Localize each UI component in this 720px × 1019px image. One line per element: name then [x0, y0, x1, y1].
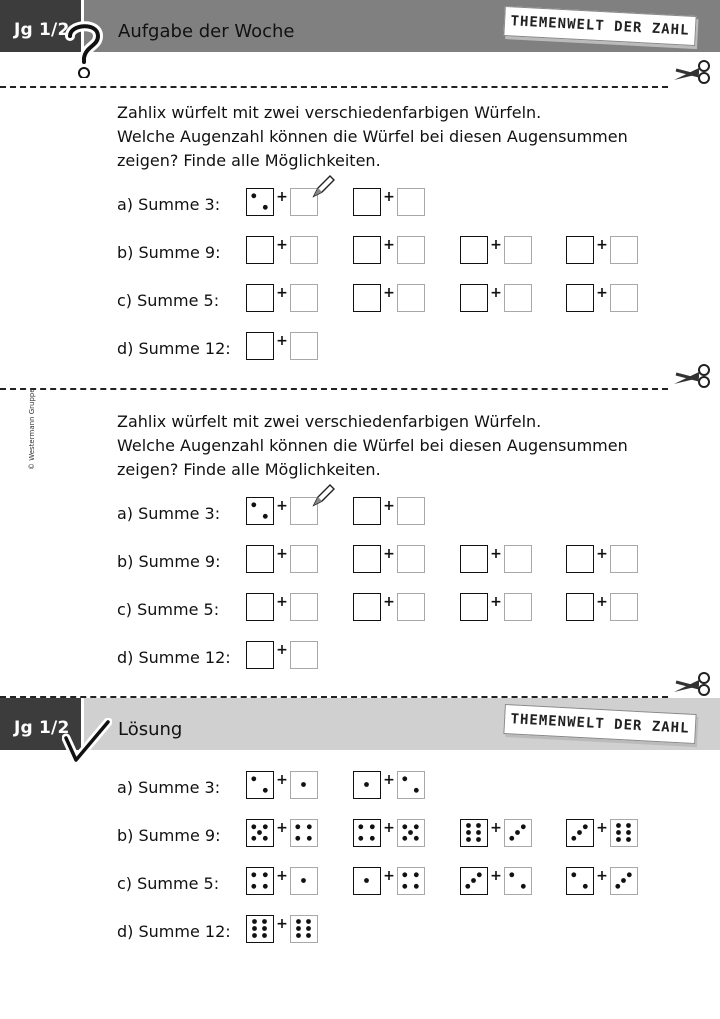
dice-pair — [246, 593, 320, 623]
dice-pair — [566, 593, 640, 623]
row-label: b) Summe 9: — [117, 826, 221, 845]
copyright-note: © Westermann Gruppe — [28, 388, 36, 470]
die-dark — [353, 819, 381, 847]
die-light[interactable] — [290, 332, 318, 360]
die-light[interactable] — [610, 593, 638, 621]
die-light[interactable] — [610, 236, 638, 264]
dice-pair — [246, 867, 320, 897]
plus-sign: + — [490, 820, 502, 836]
plus-sign: + — [276, 333, 288, 349]
pip-1-icon — [291, 868, 316, 893]
die-dark[interactable] — [246, 641, 274, 669]
row-label: a) Summe 3: — [117, 504, 221, 523]
plus-sign: + — [383, 772, 395, 788]
die-light[interactable] — [397, 593, 425, 621]
die-dark[interactable] — [566, 236, 594, 264]
row-label: a) Summe 3: — [117, 778, 221, 797]
pip-2-icon — [247, 498, 272, 523]
die-dark[interactable] — [566, 284, 594, 312]
die-light[interactable] — [290, 284, 318, 312]
pip-4-icon — [291, 820, 316, 845]
grade-label: Jg 1/2 — [14, 20, 70, 40]
plus-sign: + — [596, 237, 608, 253]
plus-sign: + — [383, 594, 395, 610]
pip-2-icon — [398, 772, 423, 797]
dice-pair — [246, 497, 320, 527]
brand-tag: THEMENWELT DER ZAHL — [503, 704, 696, 744]
scissors-icon — [672, 60, 712, 84]
pip-2-icon — [247, 189, 272, 214]
dice-pair — [566, 819, 640, 849]
die-dark[interactable] — [353, 284, 381, 312]
die-dark[interactable] — [353, 236, 381, 264]
pip-4-icon — [247, 868, 272, 893]
page-title: Aufgabe der Woche — [118, 21, 295, 42]
plus-sign: + — [276, 594, 288, 610]
plus-sign: + — [596, 594, 608, 610]
die-light[interactable] — [397, 545, 425, 573]
dice-pair — [353, 236, 427, 266]
die-light[interactable] — [610, 545, 638, 573]
row-label: c) Summe 5: — [117, 291, 220, 310]
die-dark[interactable] — [246, 593, 274, 621]
row-label: d) Summe 12: — [117, 339, 231, 358]
die-light[interactable] — [504, 236, 532, 264]
dice-pair — [460, 284, 534, 314]
die-dark — [246, 915, 274, 943]
dice-pair — [246, 236, 320, 266]
dice-pair — [246, 641, 320, 671]
plus-sign: + — [490, 594, 502, 610]
plus-sign: + — [276, 498, 288, 514]
pip-2-icon — [247, 772, 272, 797]
pencil-icon — [310, 483, 336, 509]
die-light[interactable] — [610, 284, 638, 312]
die-light — [504, 819, 532, 847]
plus-sign: + — [383, 189, 395, 205]
die-light — [397, 819, 425, 847]
brand-tag: THEMENWELT DER ZAHL — [503, 6, 696, 46]
dice-pair — [246, 915, 320, 945]
plus-sign: + — [596, 868, 608, 884]
pip-5-icon — [398, 820, 423, 845]
row-label: b) Summe 9: — [117, 243, 221, 262]
dice-pair — [460, 867, 534, 897]
die-dark[interactable] — [566, 545, 594, 573]
plus-sign: + — [383, 820, 395, 836]
instruction-text: Zahlix würfelt mit zwei verschiedenfarbigen Würfeln. Welche Augenzahl können die Würfel bei diesen Augensummen zeigen? Finde alle Möglichkeiten. — [117, 103, 628, 170]
pip-6-icon — [461, 820, 486, 845]
die-dark — [246, 497, 274, 525]
dice-pair — [566, 284, 640, 314]
die-light[interactable] — [397, 188, 425, 216]
solution-title: Lösung — [118, 719, 183, 740]
dice-pair — [566, 867, 640, 897]
plus-sign: + — [276, 189, 288, 205]
die-light — [290, 819, 318, 847]
row-label: a) Summe 3: — [117, 195, 221, 214]
die-light[interactable] — [290, 545, 318, 573]
dice-pair — [353, 497, 427, 527]
die-dark — [353, 771, 381, 799]
die-dark[interactable] — [353, 188, 381, 216]
dice-pair — [246, 545, 320, 575]
dice-pair — [246, 284, 320, 314]
die-dark — [460, 867, 488, 895]
dice-pair — [246, 332, 320, 362]
pencil-icon — [310, 174, 336, 200]
pip-6-icon — [247, 916, 272, 941]
pip-2-icon — [567, 868, 592, 893]
plus-sign: + — [276, 546, 288, 562]
die-dark[interactable] — [246, 332, 274, 360]
plus-sign: + — [383, 498, 395, 514]
die-light[interactable] — [397, 284, 425, 312]
dice-pair — [566, 236, 640, 266]
dice-pair — [353, 188, 427, 218]
die-light — [397, 867, 425, 895]
cut-line — [0, 388, 668, 390]
plus-sign: + — [596, 546, 608, 562]
die-dark[interactable] — [246, 284, 274, 312]
die-light — [504, 867, 532, 895]
plus-sign: + — [596, 285, 608, 301]
row-label: d) Summe 12: — [117, 648, 231, 667]
die-dark — [246, 819, 274, 847]
pip-4-icon — [398, 868, 423, 893]
die-dark[interactable] — [246, 545, 274, 573]
plus-sign: + — [383, 237, 395, 253]
row-label: c) Summe 5: — [117, 874, 220, 893]
die-light — [397, 771, 425, 799]
solution-header-bar — [0, 698, 720, 750]
die-dark — [246, 771, 274, 799]
die-light[interactable] — [397, 236, 425, 264]
die-light — [290, 771, 318, 799]
dice-pair — [566, 545, 640, 575]
dice-pair — [246, 188, 320, 218]
dice-pair — [460, 545, 534, 575]
die-light[interactable] — [504, 593, 532, 621]
plus-sign: + — [490, 285, 502, 301]
plus-sign: + — [490, 546, 502, 562]
pip-3-icon — [505, 820, 530, 845]
scissors-icon — [672, 672, 712, 696]
pip-6-icon — [291, 916, 316, 941]
die-light — [610, 867, 638, 895]
dice-pair — [353, 867, 427, 897]
dice-pair — [353, 593, 427, 623]
pip-3-icon — [567, 820, 592, 845]
plus-sign: + — [276, 237, 288, 253]
dice-pair — [353, 545, 427, 575]
pip-4-icon — [354, 820, 379, 845]
die-dark[interactable] — [353, 593, 381, 621]
die-light — [290, 915, 318, 943]
die-light[interactable] — [504, 284, 532, 312]
die-dark[interactable] — [460, 593, 488, 621]
plus-sign: + — [276, 868, 288, 884]
dice-pair — [353, 819, 427, 849]
header-bar — [0, 0, 720, 52]
question-mark-icon — [62, 20, 106, 78]
grade-label: Jg 1/2 — [14, 718, 70, 738]
plus-sign: + — [383, 285, 395, 301]
die-light[interactable] — [290, 593, 318, 621]
die-light[interactable] — [290, 236, 318, 264]
die-dark[interactable] — [246, 236, 274, 264]
cut-line — [0, 86, 668, 88]
row-label: c) Summe 5: — [117, 600, 220, 619]
dice-pair — [460, 593, 534, 623]
die-dark — [460, 819, 488, 847]
die-light — [290, 867, 318, 895]
die-dark[interactable] — [353, 497, 381, 525]
pip-5-icon — [247, 820, 272, 845]
die-dark[interactable] — [460, 545, 488, 573]
die-light[interactable] — [290, 641, 318, 669]
pip-6-icon — [611, 820, 636, 845]
die-light[interactable] — [504, 545, 532, 573]
plus-sign: + — [276, 285, 288, 301]
die-light[interactable] — [397, 497, 425, 525]
scissors-icon — [672, 364, 712, 388]
die-dark — [246, 188, 274, 216]
dice-pair — [460, 236, 534, 266]
dice-pair — [246, 819, 320, 849]
die-dark — [353, 867, 381, 895]
die-light — [610, 819, 638, 847]
checkmark-icon — [62, 718, 112, 766]
plus-sign: + — [490, 237, 502, 253]
dice-pair — [353, 771, 427, 801]
plus-sign: + — [383, 546, 395, 562]
die-dark[interactable] — [460, 284, 488, 312]
plus-sign: + — [276, 642, 288, 658]
pip-2-icon — [505, 868, 530, 893]
die-dark[interactable] — [353, 545, 381, 573]
pip-3-icon — [461, 868, 486, 893]
pip-1-icon — [291, 772, 316, 797]
pip-1-icon — [354, 868, 379, 893]
plus-sign: + — [490, 868, 502, 884]
die-dark — [566, 867, 594, 895]
dice-pair — [460, 819, 534, 849]
pip-1-icon — [354, 772, 379, 797]
die-dark[interactable] — [460, 236, 488, 264]
plus-sign: + — [596, 820, 608, 836]
plus-sign: + — [276, 772, 288, 788]
die-dark — [246, 867, 274, 895]
pip-3-icon — [611, 868, 636, 893]
instruction-text: Zahlix würfelt mit zwei verschiedenfarbigen Würfeln. Welche Augenzahl können die Würfel bei diesen Augensummen zeigen? Finde alle Möglichkeiten. — [117, 412, 628, 479]
row-label: d) Summe 12: — [117, 922, 231, 941]
die-dark[interactable] — [566, 593, 594, 621]
dice-pair — [246, 771, 320, 801]
plus-sign: + — [383, 868, 395, 884]
plus-sign: + — [276, 916, 288, 932]
dice-pair — [353, 284, 427, 314]
plus-sign: + — [276, 820, 288, 836]
row-label: b) Summe 9: — [117, 552, 221, 571]
die-dark — [566, 819, 594, 847]
